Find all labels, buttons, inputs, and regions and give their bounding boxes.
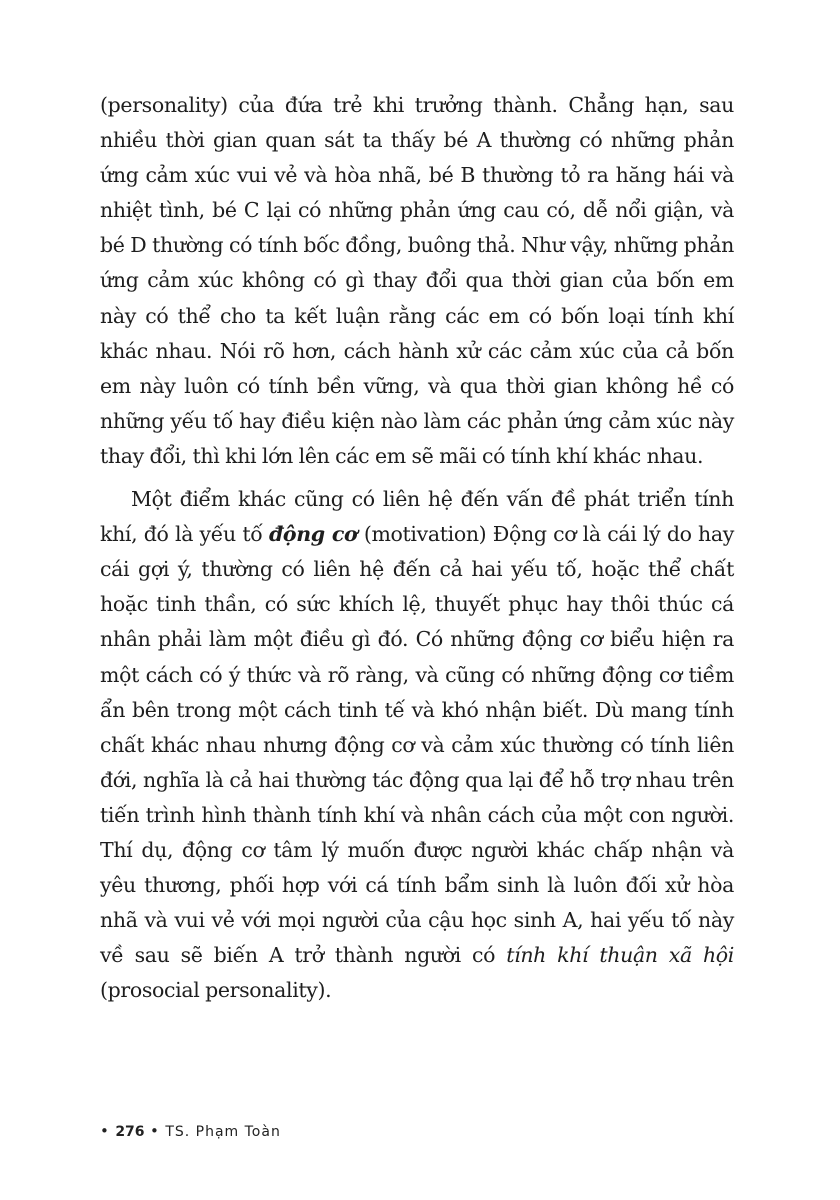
- paragraph-2: [100, 482, 734, 1008]
- page-number: 276: [115, 1124, 145, 1140]
- bold-term-dong-co: động cơ: [268, 522, 358, 547]
- footer-bullet-left: •: [100, 1122, 110, 1140]
- paragraph-2-text-2: (motivation) Động cơ là cái lý do hay cái gợi ý, thường có liên hệ đến cả hai yếu tố, hoặc thể chất hoặc tinh thần, có sức khích lệ, thuyết phục hay thôi thúc cá nhân phải làm một điều gì đó. Có những động cơ biểu hiện ra một cách có ý thức và rõ ràng, và cũng có những động cơ tiềm ẩn bên trong một cách tinh tế và khó nhận biết. Dù mang tính chất khác nhau nhưng động cơ và cảm xúc thường có tính liên đới, nghĩa là cả hai thường tác động qua lại để hỗ trợ nhau trên tiến trình hình thành tính khí và nhân cách của một con người. Thí dụ, động cơ tâm lý muốn được người khác chấp nhận và yêu thương, phối hợp với cá tính bẩm sinh là luôn đối xử hòa nhã và vui vẻ với mọi người của cậu học sinh A, hai yếu tố này về sau sẽ biến A trở thành người có: [100, 522, 735, 968]
- italic-term-tinh-khi-thuan-xa-hoi: tính khí thuận xã hội: [506, 943, 734, 968]
- paragraph-2-text-3: (prosocial personality).: [100, 978, 332, 1003]
- footer-bullet-right: •: [150, 1122, 160, 1140]
- page-footer: [100, 1122, 281, 1140]
- paragraph-1: (personality) của đứa trẻ khi trưởng thành. Chẳng hạn, sau nhiều thời gian quan sát ta thấy bé A thường có những phản ứng cảm xúc vui vẻ và hòa nhã, bé B thường tỏ ra hăng hái và nhiệt tình, bé C lại có những phản ứng cau có, dễ nổi giận, và bé D thường có tính bốc đồng, buông thả. Như vậy, những phản ứng cảm xúc không có gì thay đổi qua thời gian của bốn em này có thể cho ta kết luận rằng các em có bốn loại tính khí khác nhau. Nói rõ hơn, cách hành xử các cảm xúc của cả bốn em này luôn có tính bền vững, và qua thời gian không hề có những yếu tố hay điều kiện nào làm các phản ứng cảm xúc này thay đổi, thì khi lớn lên các em sẽ mãi có tính khí khác nhau.: [100, 93, 734, 468]
- footer-author: TS. Phạm Toàn: [165, 1124, 281, 1140]
- page-body: [100, 88, 734, 1008]
- paragraph-2-text-1: Một điểm khác cũng có liên hệ đến vấn đề phát triển tính khí, đó là yếu tố: [100, 487, 734, 547]
